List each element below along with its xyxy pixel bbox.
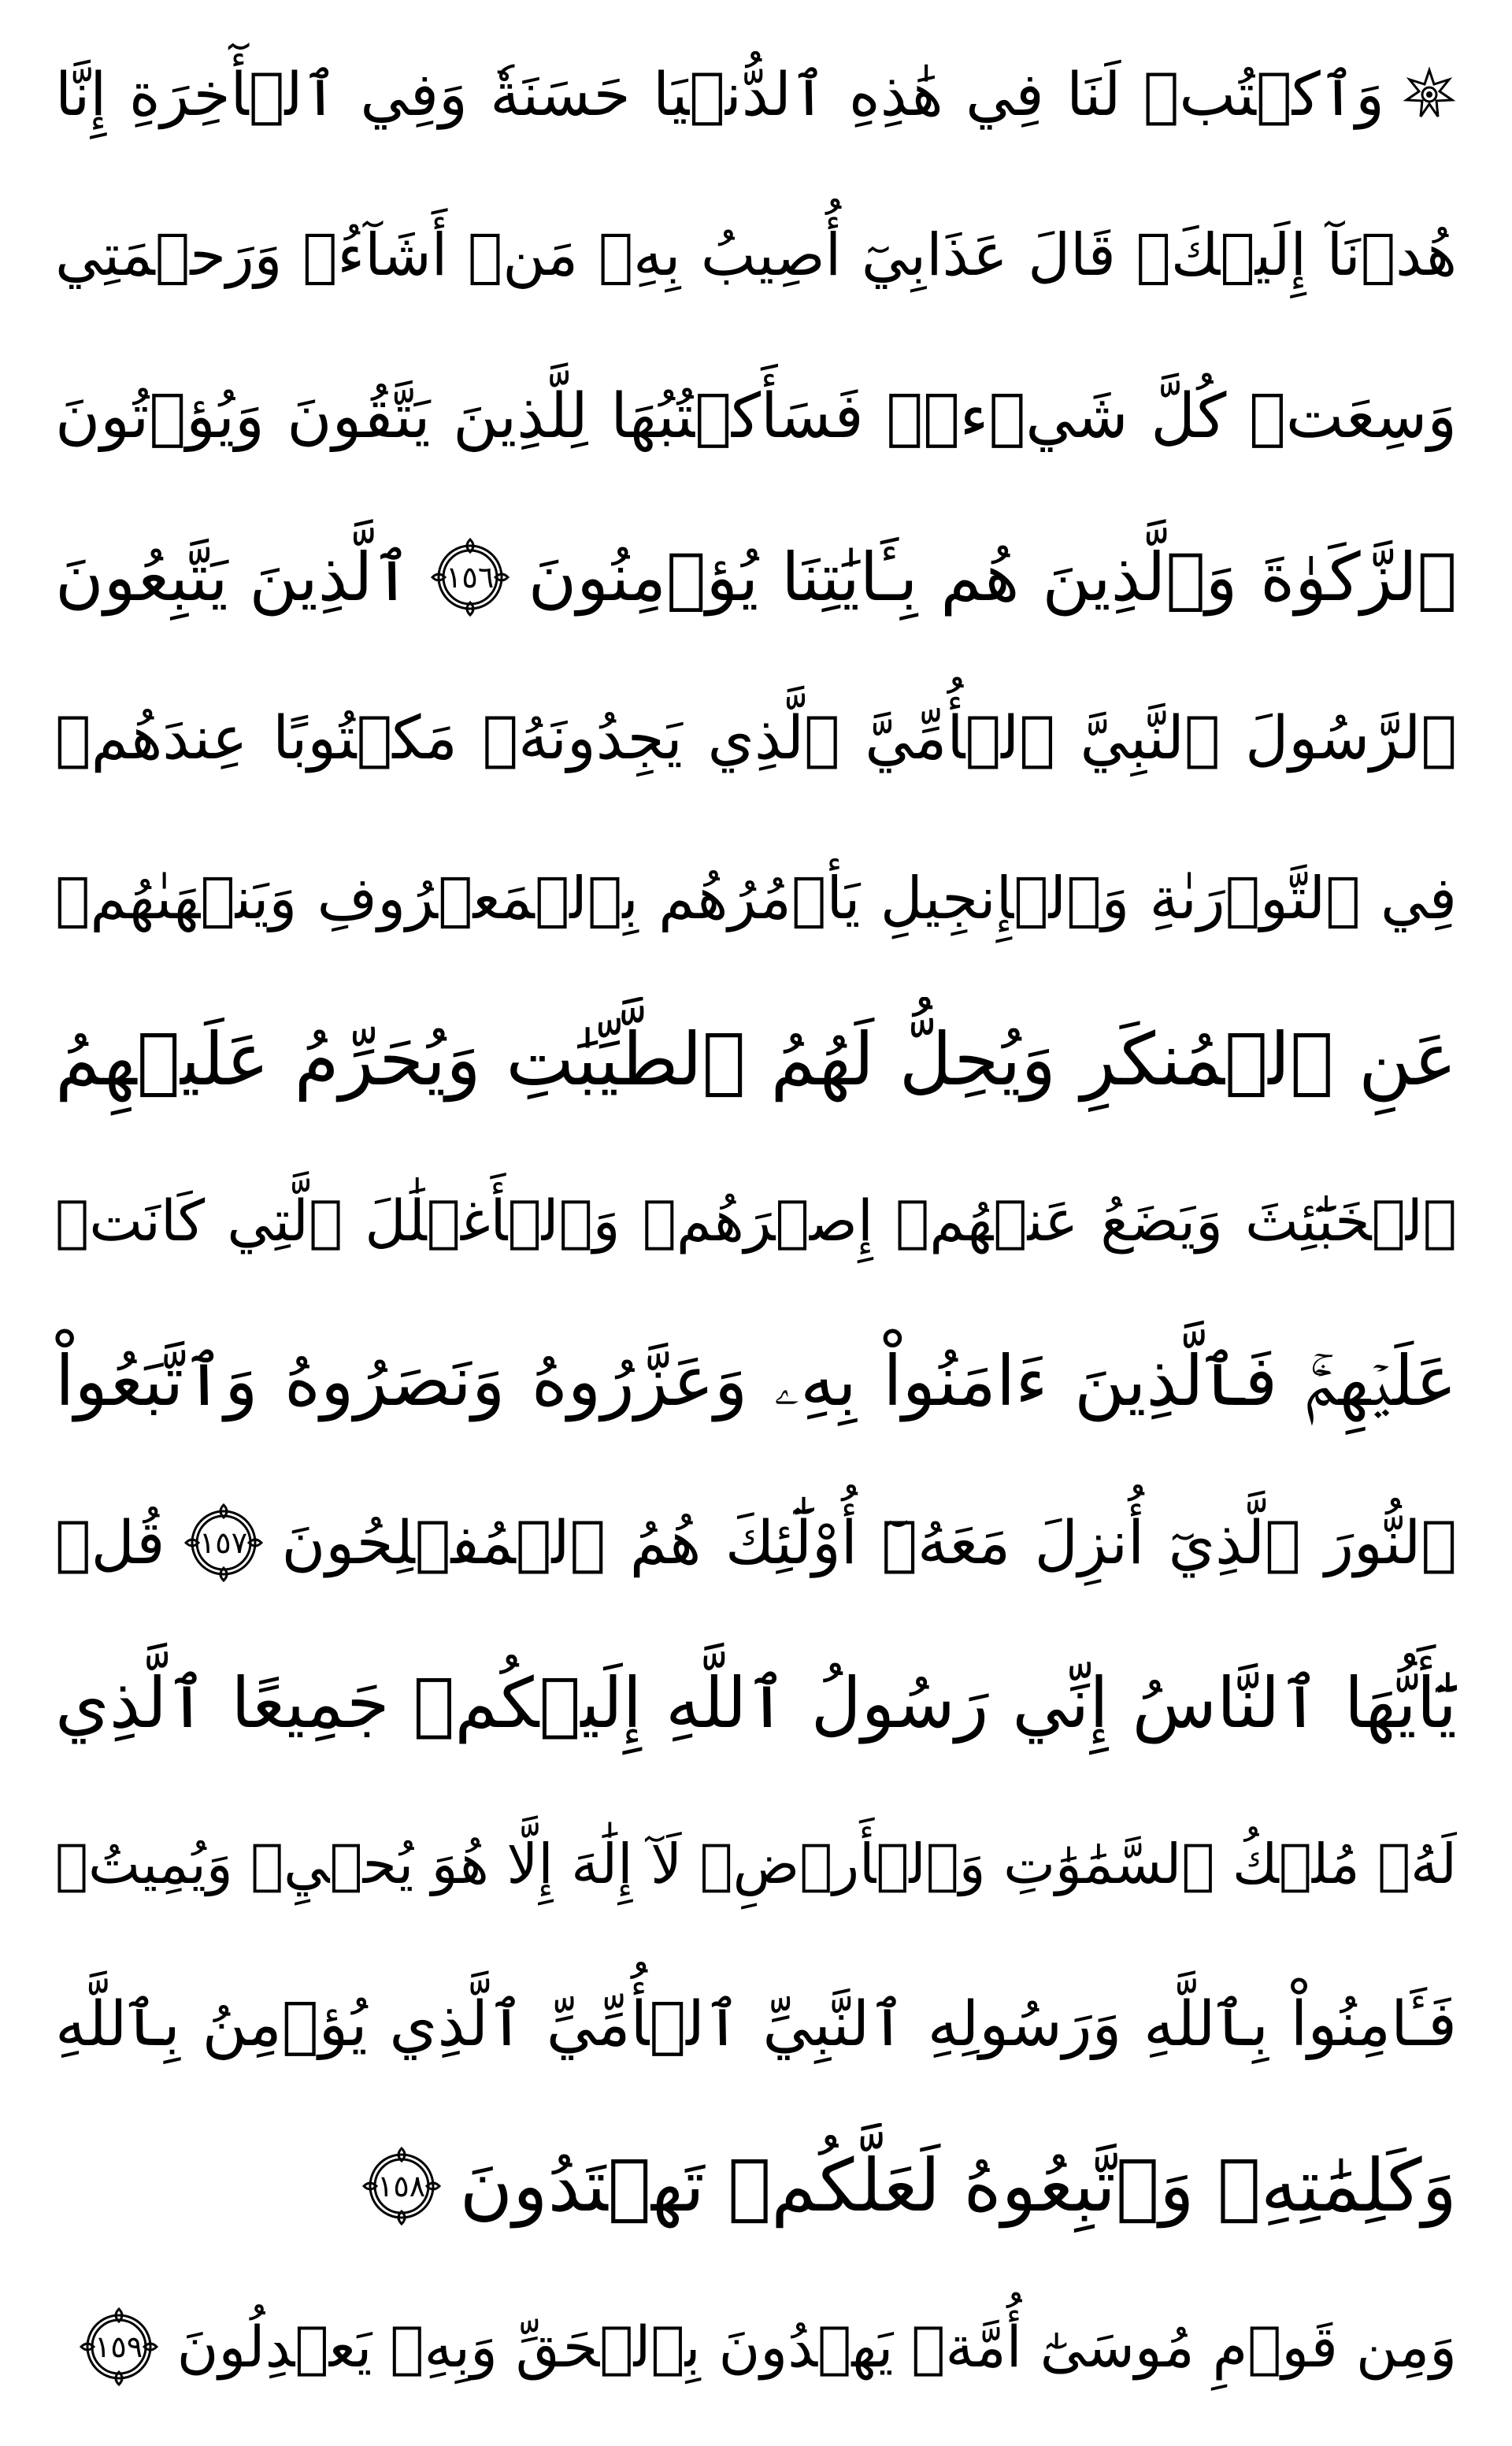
quran-line-14 — [55, 2123, 1457, 2249]
verse-text: ٱلَّذِينَ يَتَّبِعُونَ — [55, 538, 412, 616]
quran-line-1 — [55, 32, 1457, 158]
ayah-marker-156 — [426, 533, 514, 621]
ayah-marker-159 — [75, 2303, 163, 2391]
verse-text: ٱلۡخَبَٰٓئِثَ وَيَضَعُ عَنۡهُمۡ إِصۡرَهُمۡ وَٱلۡأَغۡلَٰلَ ٱلَّتِي كَانَتۡ — [55, 1187, 1457, 1254]
verse-text: عَلَيۡهِمۡۚ فَٱلَّذِينَ ءَامَنُواْ بِهِۦ وَعَزَّرُوهُ وَنَصَرُوهُ وَٱتَّبَعُواْ — [55, 1340, 1457, 1422]
star-ornament-icon — [1402, 67, 1457, 122]
verse-text: ٱلنُّورَ ٱلَّذِيٓ أُنزِلَ مَعَهُۥٓ أُوْلَٰٓئِكَ هُمُ ٱلۡمُفۡلِحُونَ — [281, 1507, 1457, 1577]
verse-text: ٱلزَّكَوٰةَ وَٱلَّذِينَ هُم بِـَٔايَٰتِنَا يُؤۡمِنُونَ — [528, 538, 1457, 616]
mushaf-page — [55, 32, 1457, 2410]
verse-text: وَكَلِمَٰتِهِۦ وَٱتَّبِعُوهُ لَعَلَّكُمۡ تَهۡتَدُونَ — [459, 2143, 1457, 2228]
quran-line-10 — [55, 1480, 1457, 1606]
verse-text: وَسِعَتۡ كُلَّ شَيۡءٖۚ فَسَأَكۡتُبُهَا لِلَّذِينَ يَتَّقُونَ وَيُؤۡتُونَ — [55, 380, 1457, 452]
quran-line-7 — [55, 997, 1457, 1123]
verse-text: فَـَٔامِنُواْ بِٱللَّهِ وَرَسُولِهِ ٱلنَّبِيِّ ٱلۡأُمِّيِّ ٱلَّذِي يُؤۡمِنُ بِٱللَّهِ — [55, 1989, 1457, 2061]
ayah-number: ١٥٦ — [446, 559, 495, 595]
quran-line-5 — [55, 675, 1457, 801]
quran-line-6 — [55, 836, 1457, 962]
quran-line-2 — [55, 192, 1457, 318]
verse-text: ٱلرَّسُولَ ٱلنَّبِيَّ ٱلۡأُمِّيَّ ٱلَّذِي يَجِدُونَهُۥ مَكۡتُوبًا عِندَهُمۡ — [55, 702, 1457, 773]
quran-line-9 — [55, 1318, 1457, 1444]
quran-line-13 — [55, 1962, 1457, 2088]
verse-text: قُلۡ — [55, 1507, 165, 1577]
verse-text: وَٱكۡتُبۡ لَنَا فِي هَٰذِهِ ٱلدُّنۡيَا حَسَنَةٗ وَفِي ٱلۡأٓخِرَةِ إِنَّا — [55, 59, 1384, 129]
quran-line-4 — [55, 514, 1457, 640]
verse-text: فِي ٱلتَّوۡرَىٰةِ وَٱلۡإِنجِيلِ يَأۡمُرُهُم بِٱلۡمَعۡرُوفِ وَيَنۡهَىٰهُمۡ — [55, 865, 1457, 933]
quran-line-8 — [55, 1158, 1457, 1284]
ayah-number: ١٥٩ — [94, 2329, 143, 2364]
ayah-number: ١٥٨ — [376, 2168, 426, 2203]
ayah-marker-157 — [180, 1499, 268, 1587]
verse-text: يَٰٓأَيُّهَا ٱلنَّاسُ إِنِّي رَسُولُ ٱللَّهِ إِلَيۡكُمۡ جَمِيعًا ٱلَّذِي — [55, 1662, 1457, 1744]
verse-text: هُدۡنَآ إِلَيۡكَۚ قَالَ عَذَابِيٓ أُصِيبُ بِهِۦ مَنۡ أَشَآءُۖ وَرَحۡمَتِي — [55, 221, 1457, 290]
ayah-marker-158 — [358, 2142, 446, 2230]
quran-line-11 — [55, 1640, 1457, 1766]
quran-line-12 — [55, 1801, 1457, 1927]
ayah-number: ١٥٧ — [198, 1525, 248, 1560]
verse-text: لَهُۥ مُلۡكُ ٱلسَّمَٰوَٰتِ وَٱلۡأَرۡضِۖ لَآ إِلَٰهَ إِلَّا هُوَ يُحۡيِۦ وَيُمِيتُۖ — [55, 1832, 1457, 1897]
verse-text: وَمِن قَوۡمِ مُوسَىٰٓ أُمَّةٞ يَهۡدُونَ بِٱلۡحَقِّ وَبِهِۦ يَعۡدِلُونَ — [176, 2313, 1457, 2380]
quran-line-15 — [55, 2284, 1457, 2410]
verse-text: عَنِ ٱلۡمُنكَرِ وَيُحِلُّ لَهُمُ ٱلطَّيِّبَٰتِ وَيُحَرِّمُ عَلَيۡهِمُ — [55, 1017, 1457, 1102]
quran-line-3 — [55, 354, 1457, 480]
